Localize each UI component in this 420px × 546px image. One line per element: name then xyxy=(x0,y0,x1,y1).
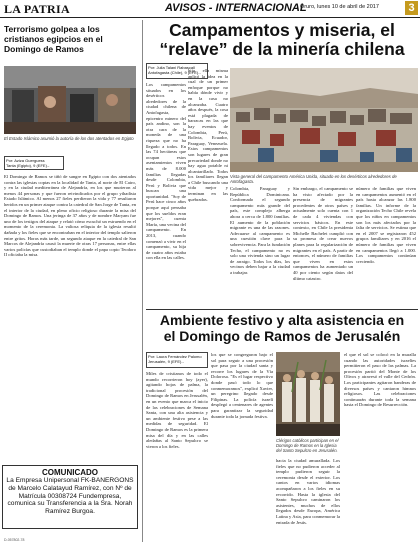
story-divider xyxy=(146,309,418,310)
sidebar-byline-source: Por: Aziza Guerguess xyxy=(6,158,45,163)
main-col-1: Los campamentos situados en los desérticos alrededores de la ciudad chilena de Antofagasta, epicentro minero del país andino, son la otra cara de la moneda de una riqueza que no ha llegado a todos. En las 74 hectáreas que ocupan estos asentamientos viven más de 8.000 familias llegadas desde Colombia, Perú y Bolivia que buscan una oportunidad. "Soy de Perú hace cinco años porque aquí pensaba que los sueldos eran mejores", cuenta María, una vecina del campamento. En 2013, cuando comenzó a vivir en el campamento, su hija de cuatro años estaba con ella en las calles. xyxy=(146,82,186,261)
second-col-4: el que el sol se colocó en la muralla cuando las autoridades israelíes permitieron el paso de las palmas. La procesión partió del Monte de los Olivos y atravesó el valle del Cedrón. Los participantes agitaron banderas de diversos países y cantaron himnos religiosos. Las celebraciones continuarán durante toda la semana hasta el Domingo de Resurrección. xyxy=(344,352,416,408)
main-byline-source: Por: Julia Talani Rabascall xyxy=(148,65,195,70)
main-col-3: Colombia, Paraguay y República Dominicana. Conformado el segundo campamento más grande del país, este complejo alberga ahora a cerca de 1.800 familias. El aumento de la población migrante es una de las razones. Adecuarse al campamento es una cuestión clave para la sobrevivencia. Para la fundación Techo, el campamento no es solo una vivienda sino un lugar de arraigo. Todos los días, los vecinos deben bajar a la ciudad a trabajar. xyxy=(230,186,290,275)
column-divider xyxy=(142,20,143,542)
sidebar-photo-caption: El Estado Islámico asumió la autoría de los dos atentados en Egipto xyxy=(4,136,134,141)
second-col-2: los que se congregaron bajo el sol para seguir a una procesión que pasa por la ciudad santa y recorre los lugares de la Vía Dolorosa. "Es el lugar respectivo donde pasó todo lo que conmemoramos", explicó Xavier, un peregrino llegado desde Filipinas. La policía israelí desplegó a centenares de agentes para garantizar la seguridad durante toda la jornada festiva. xyxy=(211,352,273,419)
second-col-3: hacia la ciudad amurallada. Los fieles que no pudieron acceder al templo pudieron seguir la ceremonia desde el exterior. Los cantos en varios idiomas acompañaron a los fieles en su recorrido. Hasta la iglesia del Santo Sepulcro caminaron los asistentes, muchos de ellos llegados desde Europa, América Latina y Asia, para conmemorar la entrada de Jesús. xyxy=(276,458,340,525)
dateline: Oruro, lunes 10 de abril de 2017 xyxy=(300,4,379,10)
main-photo xyxy=(230,68,418,172)
second-byline-place: Jerusalén, 9 (EFE).- xyxy=(148,359,184,364)
second-byline xyxy=(146,352,208,368)
second-photo xyxy=(276,352,340,436)
ad-code: D-057802-78 xyxy=(4,538,25,542)
main-headline xyxy=(148,21,416,59)
sidebar-headline: Terrorismo golpea a los cristianos egipcios en el Domingo de Ramos xyxy=(4,24,103,54)
second-col-1: Miles de cristianos de todo el mundo recorrieron hoy (ayer), agitando hojas de palma, la tradicional procesión del Domingo de Ramos en Jerusalén, en un evento que marca el inicio de las celebraciones de Semana Santa, con una alta asistencia y un ambiente festivo pese a las medidas de seguridad. El Domingo de Ramos es la primera misa del día y en las calles aledañas al Santo Sepulcro se vieron a los fieles. xyxy=(146,371,208,449)
page-number: 3 xyxy=(405,1,418,15)
sidebar-body: El Domingo de Ramos se tiñó de sangre en Egipto con dos atentados contra las iglesias coptas en la localidad de Tanta, al norte de El Cairo, y en la ciudad mediterránea de Alejandría, en los que murieron al menos 44 personas y que fueron reivindicados por el grupo yihadista Estado Islámico. Al menos 27 fieles perdieron la vida y 77 resultaron heridos en un primer ataque contra la catedral de San Jorge de Tanta, en el interior de la ciudad, en pleno oficio religioso durante la misa del Domingo de Ramos. Una jeringa de 37 años y de nombre Maryam fue uno de los testigos del ataque y relató cómo escuchó un estruendo en el momento de la ceremonia. La valiosa reliquia de la iglesia resultó dañada y los fieles que se encontraban en el interior del templo salieron entre gritos. Horas más tarde, un segundo ataque en la catedral de San Marcos de Alejandría causó la muerte de otras 17 personas, entre ellas varios policías que custodiaban el templo donde el papa copto Teodoro II oficiaba la misa. xyxy=(4,174,136,258)
main-headline-line1: Campamentos y miseria, el xyxy=(169,20,395,40)
main-photo-caption: Vista general del campamento América Unida, situado en los desérticos alrededores de Antofagasta. xyxy=(230,174,397,184)
main-byline-place: Antofagasta (Chile), 9 (EFE).- xyxy=(148,70,201,75)
second-photo-caption: Clérigos católicos participan en el Domingo de Ramos en la Iglesia del Santo Sepulcro en Jerusalén. xyxy=(276,438,339,453)
main-col-5: número de familias que viven en campamentos aumentó en el país hasta alcanzar las 1.800 familias. Un informe de la organización Techo Chile revela que los niños en campamentos son los más afectados por la falta de servicios. Se estima que en el 2007 se registraron 452 grupos familiares y en 2016 el número de familias que viven en campamentos llegó a 1.000. Los campamentos continúan creciendo. xyxy=(356,186,416,264)
sidebar-byline xyxy=(4,156,64,170)
main-col-4: Sin embargo, el campamento se ha visto afectado por la presencia de migrantes procedentes de otros países y actualmente solo cuenta con 1 de cada 4 viviendas con servicios básicos. En este contexto, en Chile la presidenta Michelle Bachelet cumplió con su promesa de crear nuevos planes para la regularización de migrantes en el país. A partir de entonces, el número de familias que viven en estos campamentos ha aumentado un 40 por ciento según datos del último catastro. xyxy=(293,186,353,281)
second-headline-line1: Ambiente festivo y alta asistencia en xyxy=(159,312,405,328)
sidebar-photo xyxy=(4,66,136,134)
comunicado-box xyxy=(2,465,138,529)
second-byline-source: Por: Laura Fernández Palomo xyxy=(148,354,202,359)
second-headline-line2: el Domingo de Ramos de Jerusalén xyxy=(163,328,401,344)
newspaper-masthead: LA PATRIA xyxy=(4,2,70,16)
section-title: AVISOS - INTERNACIONAL xyxy=(165,2,307,14)
comunicado-body: La Empresa Unipersonal FK-BANERGONS de Marcelo Calatayud Ramírez, con Nº de Matrícula 00308724 Fundempresa, comunica su Transferencia a la Sra. Norah Ramírez Burgoa. xyxy=(6,477,134,516)
comunicado-title: COMUNICADO xyxy=(42,468,98,477)
second-headline xyxy=(146,312,418,344)
main-col-2: hija, ella misma aplicó la idea en la cual de un primer enfoque porque no había dónde vivir y en la casa no alcanzaba. Cuatro años después, la cosa está plagada de barracas en las que hay eventos de Colombia, Perú, Bolivia, Ecuador, Paraguay, Venezuela. Estos campamentos son lugares de gran precariedad donde no hay agua potable ni alcantarillado. Todos los familiares llegan a Chile buscando una vida mejor y terminan en las quebradas. xyxy=(188,68,228,202)
sidebar-byline-place: Tanta (Egipto), 9 (EFE).- xyxy=(6,163,50,168)
main-headline-line2: “relave” de la minería chilena xyxy=(159,39,405,59)
